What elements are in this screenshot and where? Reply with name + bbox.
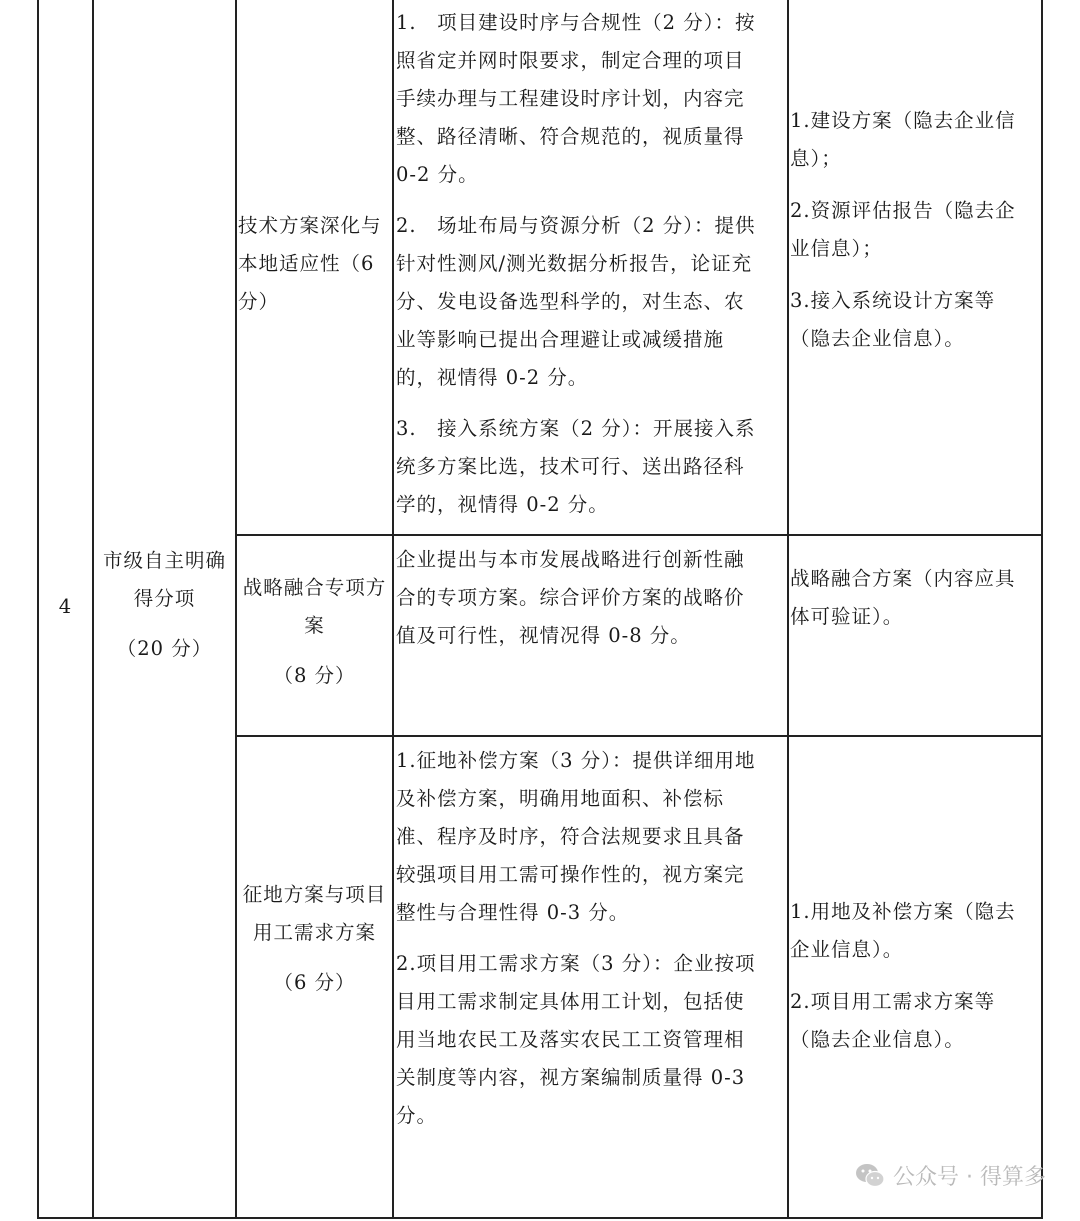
subitem-name-line: 征地方案与项目 bbox=[242, 883, 387, 906]
criteria-paragraph bbox=[396, 207, 786, 397]
criteria-line: 0-2 分。 bbox=[396, 163, 479, 186]
criteria-paragraph bbox=[396, 945, 786, 1135]
subitem-score: （6 分） bbox=[273, 971, 356, 994]
material-line: （隐去企业信息）。 bbox=[790, 327, 965, 350]
material-line: （隐去企业信息）。 bbox=[790, 1028, 965, 1051]
material-line: 业信息）； bbox=[790, 237, 883, 260]
criteria-paragraph bbox=[396, 742, 786, 932]
criteria-line: 值及可行性，视情况得 0-8 分。 bbox=[396, 624, 691, 647]
criteria-line: 合的专项方案。综合评价方案的战略价 bbox=[396, 586, 745, 609]
watermark bbox=[855, 1160, 1046, 1191]
subitem-name-cell bbox=[238, 207, 392, 321]
subitem-name-line: 技术方案深化与 bbox=[238, 214, 382, 237]
material-line: 体可验证）。 bbox=[790, 605, 904, 628]
material-entry bbox=[790, 983, 1040, 1059]
criteria-line: 目用工需求制定具体用工计划，包括使 bbox=[396, 990, 745, 1013]
criteria-line: 用当地农民工及落实农民工工资管理相 bbox=[396, 1028, 745, 1051]
material-line: 3.接入系统设计方案等 bbox=[790, 289, 996, 312]
material-line: 息）； bbox=[790, 147, 842, 170]
subitem-criteria-cell bbox=[396, 541, 786, 655]
subitem-name-line: 战略融合专项方 bbox=[242, 576, 387, 599]
table-border-right bbox=[1041, 0, 1043, 1219]
criteria-line: 企业提出与本市发展战略进行创新性融 bbox=[396, 548, 745, 571]
row-divider-1 bbox=[235, 534, 1043, 536]
criteria-line: 分。 bbox=[396, 1104, 438, 1127]
subitem-name-line: 用工需求方案 bbox=[252, 921, 376, 944]
material-line: 2.项目用工需求方案等 bbox=[790, 990, 996, 1013]
category-line: 市级自主明确 bbox=[102, 549, 226, 572]
material-line: 企业信息）。 bbox=[790, 938, 904, 961]
criteria-line: 1.征地补偿方案（3 分）：提供详细用地 bbox=[396, 749, 756, 772]
subitem-name-line: 本地适应性（6 bbox=[238, 252, 375, 275]
subitem-name-line: 分） bbox=[238, 290, 280, 313]
criteria-line: 关制度等内容，视方案编制质量得 0-3 bbox=[396, 1066, 746, 1089]
category-score: （20 分） bbox=[116, 637, 213, 660]
criteria-line: 及补偿方案，明确用地面积、补偿标 bbox=[396, 787, 725, 810]
subitem-materials-cell bbox=[790, 893, 1040, 1059]
criteria-paragraph bbox=[396, 410, 786, 524]
subitem-score: （8 分） bbox=[273, 664, 356, 687]
material-line: 1.用地及补偿方案（隐去 bbox=[790, 900, 1016, 923]
row-index: 4 bbox=[58, 595, 73, 618]
material-line: 战略融合方案（内容应具 bbox=[790, 567, 1016, 590]
watermark-text: 公众号 · 得算多 bbox=[893, 1165, 1046, 1190]
wechat-icon bbox=[855, 1163, 885, 1189]
criteria-line: 2. 场址布局与资源分析（2 分）：提供 bbox=[396, 214, 756, 237]
table-border-bottom bbox=[37, 1217, 1043, 1219]
criteria-line: 针对性测风/测光数据分析报告，论证充 bbox=[396, 252, 753, 275]
subitem-name-line: 案 bbox=[304, 614, 325, 637]
subitem-materials-cell bbox=[790, 102, 1040, 358]
subitem-materials-cell bbox=[790, 560, 1040, 636]
criteria-line: 业等影响已提出合理避让或减缓措施 bbox=[396, 328, 725, 351]
subitem-name-cell bbox=[237, 569, 392, 695]
category-line: 得分项 bbox=[133, 587, 196, 610]
criteria-line: 照省定并网时限要求，制定合理的项目 bbox=[396, 49, 745, 72]
material-line: 1.建设方案（隐去企业信 bbox=[790, 109, 1016, 132]
criteria-line: 准、程序及时序，符合法规要求且具备 bbox=[396, 825, 745, 848]
column-divider-3 bbox=[392, 0, 394, 1219]
row-index-cell bbox=[39, 588, 92, 626]
criteria-paragraph bbox=[396, 4, 786, 194]
criteria-line: 统多方案比选，技术可行、送出路径科 bbox=[396, 455, 745, 478]
criteria-line: 手续办理与工程建设时序计划，内容完 bbox=[396, 87, 745, 110]
criteria-line: 较强项目用工需可操作性的，视方案完 bbox=[396, 863, 745, 886]
row-divider-2 bbox=[235, 735, 1043, 737]
criteria-line: 学的，视情得 0-2 分。 bbox=[396, 493, 609, 516]
subitem-name-cell bbox=[237, 876, 392, 1002]
material-entry bbox=[790, 893, 1040, 969]
criteria-line: 2.项目用工需求方案（3 分）：企业按项 bbox=[396, 952, 756, 975]
criteria-line: 整性与合理性得 0-3 分。 bbox=[396, 901, 630, 924]
material-entry bbox=[790, 192, 1040, 268]
criteria-line: 分、发电设备选型科学的，对生态、农 bbox=[396, 290, 745, 313]
subitem-criteria-cell bbox=[396, 4, 786, 524]
subitem-criteria-cell bbox=[396, 742, 786, 1135]
criteria-line: 1. 项目建设时序与合规性（2 分）：按 bbox=[396, 11, 756, 34]
material-entry bbox=[790, 282, 1040, 358]
category-cell bbox=[94, 542, 235, 668]
material-line: 2.资源评估报告（隐去企 bbox=[790, 199, 1016, 222]
criteria-line: 的，视情得 0-2 分。 bbox=[396, 366, 589, 389]
criteria-line: 整、路径清晰、符合规范的，视质量得 bbox=[396, 125, 745, 148]
criteria-line: 3. 接入系统方案（2 分）：开展接入系 bbox=[396, 417, 756, 440]
column-divider-4 bbox=[787, 0, 789, 1219]
material-entry bbox=[790, 102, 1040, 178]
